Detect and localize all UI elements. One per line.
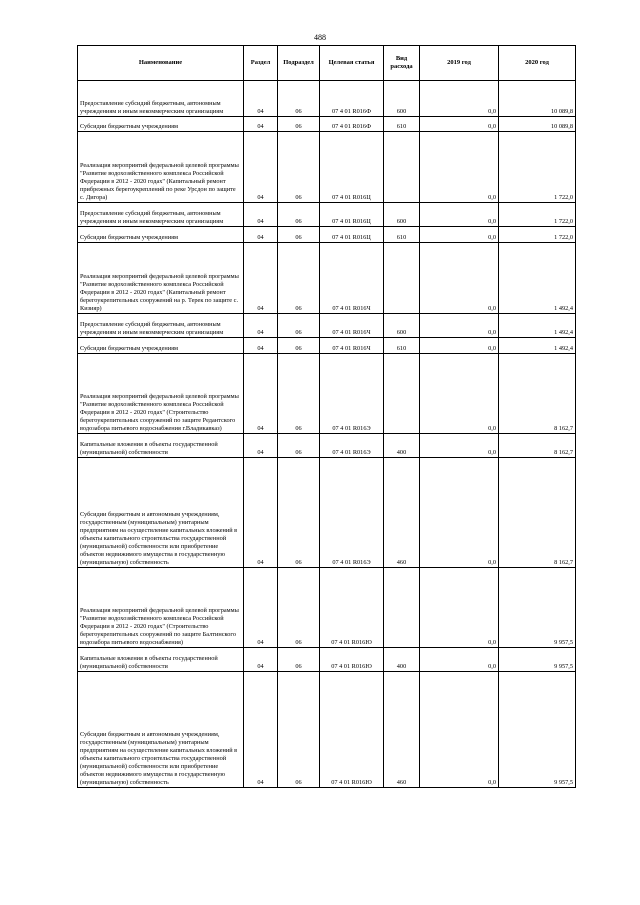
row-name: Субсидии бюджетным учреждениям [78,338,244,354]
row-expense-type [384,132,420,203]
row-2020: 1 492,4 [499,243,576,314]
row-article: 07 4 01 R016Э [320,354,384,434]
table-row [78,227,576,243]
row-expense-type: 610 [384,338,420,354]
row-expense-type: 610 [384,117,420,132]
row-2019: 0,0 [420,458,499,568]
row-subsection: 06 [278,81,320,117]
row-2020: 1 492,4 [499,314,576,338]
row-name: Субсидии бюджетным и автономным учреждениям, государственным (муниципальным) унитарным предприятиям на осуществление капитальных вложений в объекты капитального строительства государственной (муниципальной) собственности или приобретение объектов недвижимого имущества в государственную (муниципальную) собственность [78,458,244,568]
header-row [78,46,576,81]
row-2019: 0,0 [420,568,499,648]
row-2019: 0,0 [420,648,499,672]
row-2019: 0,0 [420,434,499,458]
table-row [78,203,576,227]
row-section: 04 [244,568,278,648]
row-subsection: 06 [278,203,320,227]
row-article: 07 4 01 R016Ч [320,314,384,338]
row-article: 07 4 01 R016Ц [320,203,384,227]
row-name: Субсидии бюджетным и автономным учреждениям, государственным (муниципальным) унитарным предприятиям на осуществление капитальных вложений в объекты капитального строительства государственной (муниципальной) собственности или приобретение объектов недвижимого имущества в государственную (муниципальную) собственность [78,672,244,788]
table-row [78,81,576,117]
row-subsection: 06 [278,434,320,458]
row-2020: 10 089,8 [499,117,576,132]
row-article: 07 4 01 R016Ю [320,648,384,672]
row-expense-type: 600 [384,314,420,338]
table-row [78,458,576,568]
table-row [78,117,576,132]
row-article: 07 4 01 R016Ц [320,132,384,203]
row-name: Реализация мероприятий федеральной целевой программы "Развитие водохозяйственного комплекса Российской Федерации в 2012 - 2020 годах" (Строительство берегоукрепительных сооружений по защите Балтинского водозабора питьевого водоснабжения) [78,568,244,648]
row-name: Предоставление субсидий бюджетным, автономным учреждениям и иным некоммерческим организациям [78,314,244,338]
row-section: 04 [244,648,278,672]
row-2019: 0,0 [420,338,499,354]
row-name: Реализация мероприятий федеральной целевой программы "Развитие водохозяйственного комплекса Российской Федерации в 2012 - 2020 годах" (Капитальный ремонт прибрежных берегоукреплений по реке Урсдон по защите с. Дигора) [78,132,244,203]
row-expense-type [384,568,420,648]
header-article: Целевая статья [320,46,384,81]
row-2019: 0,0 [420,117,499,132]
row-expense-type: 460 [384,672,420,788]
row-subsection: 06 [278,243,320,314]
table-row [78,648,576,672]
row-subsection: 06 [278,568,320,648]
row-subsection: 06 [278,672,320,788]
table-row [78,338,576,354]
row-article: 07 4 01 R016Э [320,458,384,568]
row-section: 04 [244,227,278,243]
row-name: Капитальные вложения в объекты государственной (муниципальной) собственности [78,648,244,672]
row-section: 04 [244,81,278,117]
row-expense-type: 460 [384,458,420,568]
row-2019: 0,0 [420,132,499,203]
row-section: 04 [244,458,278,568]
row-2019: 0,0 [420,203,499,227]
row-2019: 0,0 [420,354,499,434]
row-name: Реализация мероприятий федеральной целевой программы "Развитие водохозяйственного комплекса Российской Федерации в 2012 - 2020 годах" (Строительство берегоукрепительных сооружений по защите Редантского водозабора питьевого водоснабжения г.Владикавказ) [78,354,244,434]
row-2020: 1 492,4 [499,338,576,354]
row-section: 04 [244,132,278,203]
table-row [78,132,576,203]
row-section: 04 [244,354,278,434]
row-2020: 8 162,7 [499,458,576,568]
row-2020: 9 957,5 [499,568,576,648]
row-expense-type [384,243,420,314]
row-name: Предоставление субсидий бюджетным, автономным учреждениям и иным некоммерческим организациям [78,81,244,117]
row-name: Субсидии бюджетным учреждениям [78,227,244,243]
row-section: 04 [244,314,278,338]
row-2019: 0,0 [420,243,499,314]
row-2020: 9 957,5 [499,672,576,788]
row-article: 07 4 01 R016Ю [320,568,384,648]
row-article: 07 4 01 R016Ф [320,117,384,132]
row-name: Капитальные вложения в объекты государственной (муниципальной) собственности [78,434,244,458]
row-expense-type: 600 [384,203,420,227]
row-subsection: 06 [278,314,320,338]
budget-table [77,45,576,788]
row-subsection: 06 [278,458,320,568]
row-expense-type: 610 [384,227,420,243]
row-section: 04 [244,243,278,314]
row-subsection: 06 [278,354,320,434]
row-2019: 0,0 [420,81,499,117]
row-section: 04 [244,672,278,788]
row-2020: 9 957,5 [499,648,576,672]
row-2020: 8 162,7 [499,354,576,434]
row-article: 07 4 01 R016Э [320,434,384,458]
row-subsection: 06 [278,117,320,132]
row-expense-type: 400 [384,648,420,672]
row-section: 04 [244,203,278,227]
row-subsection: 06 [278,338,320,354]
row-article: 07 4 01 R016Ч [320,243,384,314]
row-2020: 1 722,0 [499,132,576,203]
page-number: 488 [314,33,326,42]
row-2019: 0,0 [420,672,499,788]
table-row [78,672,576,788]
row-2019: 0,0 [420,227,499,243]
row-expense-type: 400 [384,434,420,458]
table-row [78,314,576,338]
row-section: 04 [244,434,278,458]
row-expense-type: 600 [384,81,420,117]
row-name: Субсидии бюджетным учреждениям [78,117,244,132]
header-section: Раздел [244,46,278,81]
table-row [78,243,576,314]
row-subsection: 06 [278,227,320,243]
row-article: 07 4 01 R016Ю [320,672,384,788]
row-2020: 8 162,7 [499,434,576,458]
header-subsection: Подраздел [278,46,320,81]
row-subsection: 06 [278,648,320,672]
table-row [78,354,576,434]
row-section: 04 [244,338,278,354]
row-article: 07 4 01 R016Ц [320,227,384,243]
header-2019: 2019 год [420,46,499,81]
header-2020: 2020 год [499,46,576,81]
row-2020: 1 722,0 [499,227,576,243]
row-name: Реализация мероприятий федеральной целевой программы "Развитие водохозяйственного комплекса Российской Федерации в 2012 - 2020 годах" (Капитальный ремонт берегоукрепительных сооружений на р. Терек по защите с. Кизияр) [78,243,244,314]
row-article: 07 4 01 R016Ч [320,338,384,354]
row-article: 07 4 01 R016Ф [320,81,384,117]
row-2019: 0,0 [420,314,499,338]
header-name: Наименование [78,46,244,81]
row-2020: 1 722,0 [499,203,576,227]
row-expense-type [384,354,420,434]
row-name: Предоставление субсидий бюджетным, автономным учреждениям и иным некоммерческим организациям [78,203,244,227]
row-2020: 10 089,8 [499,81,576,117]
row-subsection: 06 [278,132,320,203]
table-row [78,568,576,648]
header-expense-type: Вид расхода [384,46,420,81]
table-row [78,434,576,458]
row-section: 04 [244,117,278,132]
